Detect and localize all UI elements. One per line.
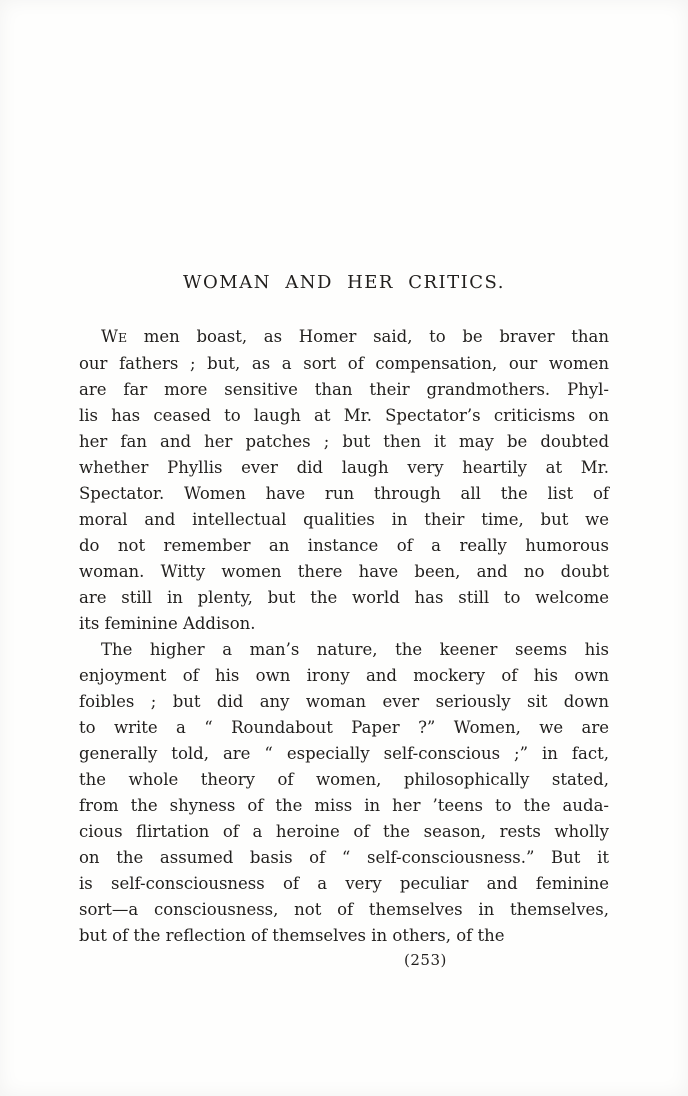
page-title: WOMAN AND HER CRITICS. bbox=[183, 272, 505, 293]
text-line: are far more sensitive than their grandmothers. Phyl- bbox=[79, 380, 609, 399]
text-line: our fathers ; but, as a sort of compensation, our women bbox=[79, 354, 609, 373]
paragraph-1-last-line: its feminine Addison. bbox=[79, 614, 256, 633]
text-line: moral and intellectual qualities in their time, but we bbox=[79, 510, 609, 529]
text-line: Spectator. Women have run through all the list of bbox=[79, 484, 609, 503]
first-line-text: men boast, as Homer said, to be braver than bbox=[127, 327, 609, 346]
text-line: is self-consciousness of a very peculiar and feminine bbox=[79, 874, 609, 893]
text-line: on the assumed basis of “ self-consciousness.” But it bbox=[79, 848, 609, 867]
text-line: cious flirtation of a heroine of the season, rests wholly bbox=[79, 822, 609, 841]
text-line: her fan and her patches ; but then it may be doubted bbox=[79, 432, 609, 451]
text-line: generally told, are “ especially self-conscious ;” in fact, bbox=[79, 744, 609, 763]
paragraph-2-lines bbox=[79, 663, 609, 923]
text-line: the whole theory of women, philosophically stated, bbox=[79, 770, 609, 789]
text-line: do not remember an instance of a really humorous bbox=[79, 536, 609, 555]
lead-capital-letter: W bbox=[101, 327, 118, 346]
text-line: are still in plenty, but the world has still to welcome bbox=[79, 588, 609, 607]
text-line: whether Phyllis ever did laugh very heartily at Mr. bbox=[79, 458, 609, 477]
page-number: (253) bbox=[404, 951, 447, 969]
text-line: to write a “ Roundabout Paper ?” Women, we are bbox=[79, 718, 609, 737]
text-line: lis has ceased to laugh at Mr. Spectator’s criticisms on bbox=[79, 406, 609, 425]
paragraph-2-last-line: but of the reflection of themselves in others, of the bbox=[79, 926, 505, 945]
paragraph-1 bbox=[79, 324, 609, 637]
text-line: from the shyness of the miss in her ’teens to the auda- bbox=[79, 796, 609, 815]
paragraph-2-first-line: The higher a man’s nature, the keener seems his bbox=[101, 640, 609, 659]
paragraph-1-first-line bbox=[79, 324, 609, 351]
text-block bbox=[79, 270, 609, 949]
text-line: enjoyment of his own irony and mockery of his own bbox=[79, 666, 609, 685]
paragraph-1-lines bbox=[79, 351, 609, 611]
text-line: sort—a consciousness, not of themselves in themselves, bbox=[79, 900, 609, 919]
lead-smallcap-letter: E bbox=[117, 330, 128, 345]
paragraph-2 bbox=[79, 637, 609, 949]
text-line: foibles ; but did any woman ever seriously sit down bbox=[79, 692, 609, 711]
text-line: woman. Witty women there have been, and no doubt bbox=[79, 562, 609, 581]
